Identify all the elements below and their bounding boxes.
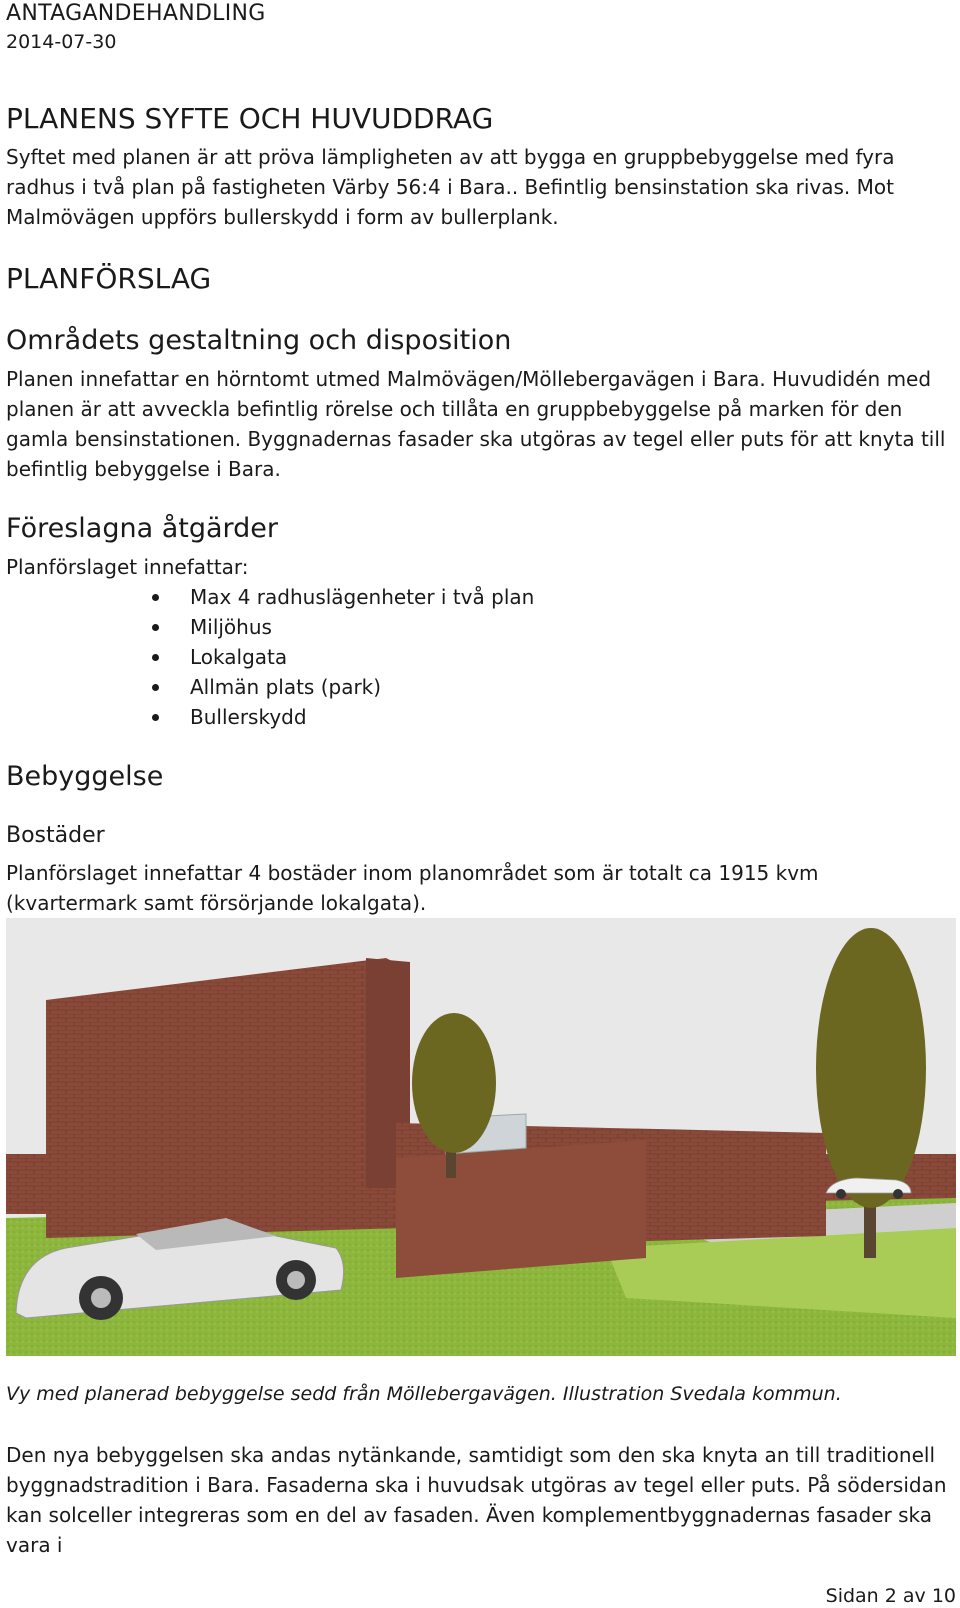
list-item: Allmän plats (park): [150, 672, 534, 702]
illustration-svg: [6, 918, 956, 1356]
section-bostader: [6, 822, 950, 918]
bullet-icon: [152, 684, 159, 691]
section-text-gestaltning: Planen innefattar en hörntomt utmed Malmövägen/Möllebergavägen i Bara. Huvudidén med planen är att avveckla befintlig rörelse och tillåta en gruppbebyggelse på marken för den gamla bensinstationen. Byggnadernas fasader ska utgöras av tegel eller puts för att knyta till befintlig bebyggelse i Bara.: [6, 367, 946, 481]
figure-caption: Vy med planerad bebyggelse sedd från Möllebergavägen. Illustration Svedala kommun.: [6, 1383, 842, 1405]
list-item: Lokalgata: [150, 642, 534, 672]
closing-text: Den nya bebyggelsen ska andas nytänkande, samtidigt som den ska knyta an till traditionell byggnadstradition i Bara. Fasaderna ska i huvudsak utgöras av tegel eller puts. På södersidan kan solceller integreras som en del av fasaden. Även komplementbyggnadernas fasader ska vara i: [6, 1443, 947, 1557]
section-heading-bebyggelse: Bebyggelse: [6, 761, 164, 792]
list-item: Max 4 radhuslägenheter i två plan: [150, 582, 534, 612]
document-date: 2014-07-30: [6, 31, 117, 53]
bullet-icon: [152, 624, 159, 631]
section-gestaltning: [6, 324, 950, 484]
bullet-icon: [152, 654, 159, 661]
tall-brick-facade: [46, 958, 406, 1238]
section-heading-bostader: Bostäder: [6, 823, 105, 848]
page-number: Sidan 2 av 10: [825, 1585, 956, 1607]
section-text-bostader: Planförslaget innefattar 4 bostäder inom planområdet som är totalt ca 1915 kvm (kvartermark samt försörjande lokalgata).: [6, 861, 819, 915]
front-wall: [396, 1140, 646, 1278]
section-closing: [6, 1440, 950, 1560]
document-header: [6, 0, 266, 56]
section-heading-planforslag: PLANFÖRSLAG: [6, 262, 212, 295]
document-type: ANTAGANDEHANDLING: [6, 1, 266, 26]
section-text-syfte: Syftet med planen är att pröva lämpligheten av att bygga en gruppbebyggelse med fyra radhus i två plan på fastigheten Värby 56:4 i Bara.. Befintlig bensinstation ska rivas. Mot Malmövägen uppförs bullerskydd i form av bullerplank.: [6, 145, 895, 229]
list-item: Bullerskydd: [150, 702, 534, 732]
section-syfte: [6, 102, 950, 232]
section-planforslag: [6, 262, 950, 296]
section-bebyggelse: [6, 760, 950, 794]
atgarder-list: [150, 582, 534, 732]
illustration-image: [6, 918, 956, 1356]
bullet-icon: [152, 714, 159, 721]
bullet-icon: [152, 594, 159, 601]
section-heading-syfte: PLANENS SYFTE OCH HUVUDDRAG: [6, 102, 494, 135]
list-item: Miljöhus: [150, 612, 534, 642]
section-intro-atgarder: Planförslaget innefattar:: [6, 555, 249, 579]
section-atgarder: [6, 512, 950, 582]
section-heading-atgarder: Föreslagna åtgärder: [6, 513, 278, 544]
section-heading-gestaltning: Områdets gestaltning och disposition: [6, 325, 512, 356]
